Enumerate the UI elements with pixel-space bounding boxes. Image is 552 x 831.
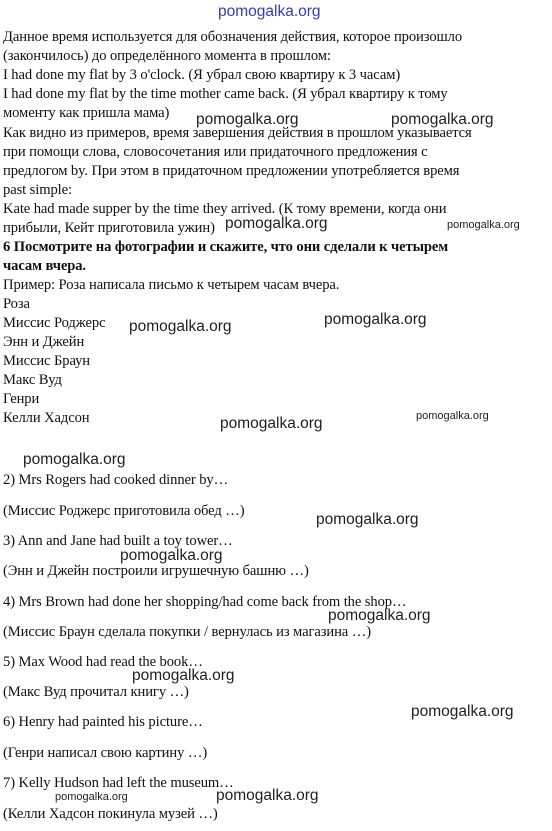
watermark: pomogalka.org bbox=[411, 703, 514, 720]
paragraph-line: (закончилось) до определённого момента в прошлом: bbox=[3, 48, 331, 64]
watermark: pomogalka.org bbox=[23, 451, 126, 468]
paragraph-line: при помощи слова, словосочетания или придаточного предложения с bbox=[3, 144, 428, 160]
answer-en: 5) Max Wood had read the book… bbox=[3, 654, 203, 670]
watermark: pomogalka.org bbox=[120, 547, 223, 564]
name-item: Миссис Роджерс bbox=[3, 315, 106, 331]
watermark: pomogalka.org bbox=[316, 511, 419, 528]
watermark: pomogalka.org bbox=[324, 311, 427, 328]
watermark: pomogalka.org bbox=[220, 415, 323, 432]
watermark: pomogalka.org bbox=[328, 607, 431, 624]
paragraph-line: Данное время используется для обозначения действия, которое произошло bbox=[3, 29, 463, 45]
name-item: Макс Вуд bbox=[3, 372, 62, 388]
name-item: Роза bbox=[3, 296, 30, 312]
paragraph-line: Kate had made supper by the time they arrived. (К тому времени, когда они bbox=[3, 201, 447, 217]
watermark: pomogalka.org bbox=[132, 667, 235, 684]
answer-ru: (Миссис Браун сделала покупки / вернулась из магазина …) bbox=[3, 624, 371, 640]
watermark: pomogalka.org bbox=[391, 111, 494, 128]
answer-ru: (Келли Хадсон покинула музей …) bbox=[3, 806, 218, 822]
paragraph-line: past simple: bbox=[3, 182, 72, 198]
paragraph-line: моменту как пришла мама) bbox=[3, 105, 170, 121]
paragraph-line: прибыли, Кейт приготовила ужин) bbox=[3, 220, 215, 236]
answer-ru: (Миссис Роджерс приготовила обед …) bbox=[3, 503, 245, 519]
answer-ru: (Генри написал свою картину …) bbox=[3, 745, 208, 761]
task-heading: часам вчера. bbox=[3, 258, 86, 274]
paragraph-line: I had done my flat by 3 o'clock. (Я убрал свою квартиру к 3 часам) bbox=[3, 67, 401, 83]
task-example: Пример: Роза написала письмо к четырем часам вчера. bbox=[3, 277, 340, 293]
task-heading: 6 Посмотрите на фотографии и скажите, что они сделали к четырем bbox=[3, 239, 449, 255]
answer-ru: (Энн и Джейн построили игрушечную башню …) bbox=[3, 563, 309, 579]
watermark: pomogalka.org bbox=[416, 410, 489, 422]
answer-ru: (Макс Вуд прочитал книгу …) bbox=[3, 684, 189, 700]
watermark: pomogalka.org bbox=[447, 219, 520, 231]
answer-en: 4) Mrs Brown had done her shopping/had come back from the shop… bbox=[3, 594, 407, 610]
name-item: Энн и Джейн bbox=[3, 334, 85, 350]
watermark: pomogalka.org bbox=[225, 215, 328, 232]
name-item: Келли Хадсон bbox=[3, 410, 90, 426]
paragraph-line: предлогом by. При этом в придаточном предложении употребляется время bbox=[3, 163, 460, 179]
answer-en: 2) Mrs Rogers had cooked dinner by… bbox=[3, 472, 229, 488]
paragraph-line: I had done my flat by the time mother came back. (Я убрал квартиру к тому bbox=[3, 86, 448, 102]
answer-en: 3) Ann and Jane had built a toy tower… bbox=[3, 533, 233, 549]
watermark: pomogalka.org bbox=[129, 318, 232, 335]
paragraph-line: Как видно из примеров, время завершения действия в прошлом указывается bbox=[3, 125, 472, 141]
name-item: Генри bbox=[3, 391, 40, 407]
watermark: pomogalka.org bbox=[216, 787, 319, 804]
watermark: pomogalka.org bbox=[196, 111, 299, 128]
watermark: pomogalka.org bbox=[218, 3, 321, 20]
name-item: Миссис Браун bbox=[3, 353, 90, 369]
answer-en: 7) Kelly Hudson had left the museum… bbox=[3, 775, 234, 791]
watermark: pomogalka.org bbox=[55, 791, 128, 803]
answer-en: 6) Henry had painted his picture… bbox=[3, 714, 203, 730]
